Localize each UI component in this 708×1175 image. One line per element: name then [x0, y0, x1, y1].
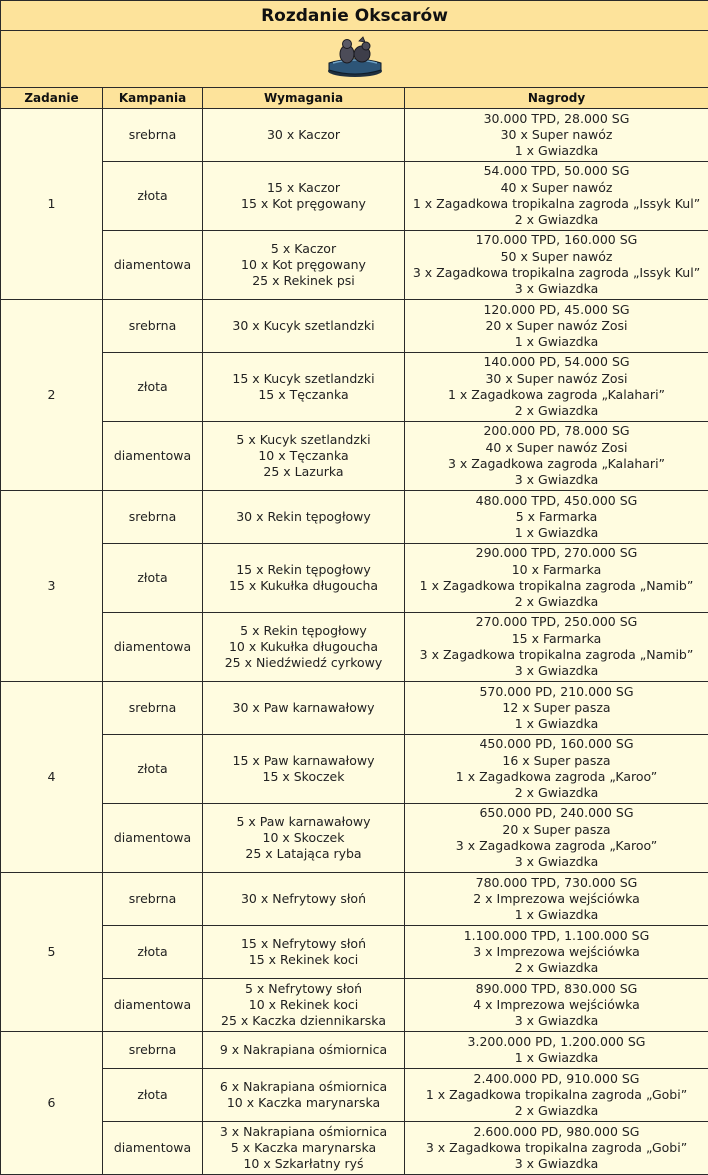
rewards-cell — [405, 422, 708, 491]
rewards-cell — [405, 491, 708, 544]
reward-line: 30 x Super nawóz Zosi — [485, 370, 628, 386]
reward-line: 1 x Gwiazdka — [514, 716, 599, 732]
requirement-line: 5 x Rekin tępogłowy — [240, 622, 367, 638]
requirement-line: 10 x Kukułka długoucha — [228, 638, 379, 654]
requirement-line: 15 x Rekinek koci — [248, 952, 359, 967]
requirement-line: 9 x Nakrapiana ośmiornica — [219, 1041, 388, 1057]
table-row — [1, 1032, 708, 1069]
reward-line: 120.000 PD, 45.000 SG — [483, 301, 630, 317]
campaign-cell: złota — [103, 735, 203, 804]
campaign-cell: złota — [103, 926, 203, 979]
table-row — [1, 231, 708, 300]
requirement-line: 5 x Kucyk szetlandzki — [236, 431, 371, 447]
reward-line: 1 x Zagadkowa zagroda „Karoo” — [455, 769, 658, 784]
campaign-cell: diamentowa — [103, 1122, 203, 1175]
oscar-statue-icon — [325, 35, 385, 83]
requirement-line: 25 x Latająca ryba — [245, 846, 362, 862]
requirement-line: 5 x Kaczor — [270, 240, 337, 256]
requirement-line: 25 x Niedźwiedź cyrkowy — [224, 655, 383, 671]
page-title: Rozdanie Okscarów — [1, 1, 708, 31]
reward-line: 3 x Imprezowa wejściówka — [473, 943, 640, 959]
reward-line: 570.000 PD, 210.000 SG — [479, 683, 634, 699]
reward-line: 20 x Super nawóz Zosi — [485, 317, 628, 333]
table-row — [1, 804, 708, 873]
reward-line: 270.000 TPD, 250.000 SG — [475, 614, 638, 630]
requirement-line: 6 x Nakrapiana ośmiornica — [219, 1078, 388, 1094]
requirement-line: 30 x Kucyk szetlandzki — [232, 317, 375, 333]
requirement-line: 15 x Nefrytowy słoń — [240, 935, 366, 951]
requirement-line: 25 x Kaczka dziennikarska — [221, 1013, 386, 1029]
campaign-cell: złota — [103, 1069, 203, 1122]
reward-line: 650.000 PD, 240.000 SG — [479, 805, 634, 821]
rewards-cell — [405, 1032, 708, 1069]
requirements-cell — [203, 491, 405, 544]
rewards-cell — [405, 300, 708, 353]
requirements-cell — [203, 162, 405, 231]
reward-line: 480.000 TPD, 450.000 SG — [475, 492, 638, 508]
table-row — [1, 422, 708, 491]
reward-line: 1 x Zagadkowa tropikalna zagroda „Issyk Kul” — [412, 196, 701, 211]
header-rewards: Nagrody — [405, 88, 708, 109]
reward-line: 3 x Zagadkowa tropikalna zagroda „Gobi” — [425, 1139, 688, 1155]
reward-line: 890.000 TPD, 830.000 SG — [475, 980, 638, 996]
requirement-line: 30 x Nefrytowy słoń — [240, 890, 366, 906]
table-row — [1, 873, 708, 926]
reward-line: 1 x Gwiazdka — [514, 1050, 599, 1065]
requirement-line: 15 x Kukułka długoucha — [228, 578, 379, 593]
requirement-line: 10 x Rekinek koci — [248, 996, 359, 1012]
campaign-cell: srebrna — [103, 682, 203, 735]
reward-line: 1 x Gwiazdka — [514, 525, 599, 541]
reward-line: 12 x Super pasza — [502, 699, 611, 715]
campaign-cell: srebrna — [103, 1032, 203, 1069]
reward-line: 54.000 TPD, 50.000 SG — [483, 163, 630, 179]
requirement-line: 15 x Kucyk szetlandzki — [232, 370, 375, 386]
rewards-cell — [405, 231, 708, 300]
rewards-cell — [405, 873, 708, 926]
requirements-cell — [203, 682, 405, 735]
requirements-cell — [203, 1069, 405, 1122]
reward-line: 1 x Gwiazdka — [514, 907, 599, 923]
table-row — [1, 544, 708, 613]
reward-line: 3 x Gwiazdka — [514, 281, 599, 297]
reward-line: 5 x Farmarka — [515, 508, 598, 524]
reward-line: 2.600.000 PD, 980.000 SG — [473, 1123, 640, 1139]
header-requirements: Wymagania — [203, 88, 405, 109]
campaign-cell: diamentowa — [103, 613, 203, 682]
reward-line: 1 x Zagadkowa tropikalna zagroda „Namib” — [419, 578, 694, 593]
rewards-cell — [405, 109, 708, 162]
reward-line: 3 x Gwiazdka — [514, 854, 599, 870]
campaign-cell: srebrna — [103, 300, 203, 353]
requirements-cell — [203, 1122, 405, 1175]
task-number: 6 — [1, 1032, 103, 1175]
table-row — [1, 979, 708, 1032]
requirements-cell — [203, 873, 405, 926]
rewards-cell — [405, 804, 708, 873]
rewards-cell — [405, 926, 708, 979]
requirement-line: 30 x Kaczor — [266, 126, 341, 142]
reward-line: 30.000 TPD, 28.000 SG — [483, 110, 630, 126]
table-row — [1, 300, 708, 353]
requirement-line: 10 x Szkarłatny ryś — [243, 1156, 364, 1172]
task-number: 3 — [1, 491, 103, 682]
rewards-cell — [405, 162, 708, 231]
table-row — [1, 109, 708, 162]
requirements-cell — [203, 613, 405, 682]
reward-line: 1 x Gwiazdka — [514, 334, 599, 350]
reward-line: 290.000 TPD, 270.000 SG — [475, 545, 638, 561]
requirements-cell — [203, 735, 405, 804]
table-row — [1, 1122, 708, 1175]
reward-line: 40 x Super nawóz Zosi — [485, 439, 628, 455]
reward-line: 2 x Gwiazdka — [514, 403, 599, 419]
requirement-line: 10 x Tęczanka — [258, 447, 349, 463]
table-row — [1, 491, 708, 544]
requirements-cell — [203, 804, 405, 873]
requirement-line: 15 x Kot pręgowany — [241, 196, 366, 211]
reward-line: 3 x Zagadkowa zagroda „Kalahari” — [447, 456, 666, 471]
requirement-line: 15 x Kaczor — [266, 179, 341, 195]
reward-line: 170.000 TPD, 160.000 SG — [475, 232, 638, 248]
reward-line: 3 x Zagadkowa tropikalna zagroda „Issyk Kul” — [412, 265, 701, 280]
campaign-cell: złota — [103, 162, 203, 231]
reward-line: 3 x Gwiazdka — [514, 472, 599, 488]
rewards-cell — [405, 1122, 708, 1175]
requirement-line: 15 x Rekin tępogłowy — [236, 561, 371, 577]
reward-line: 3 x Zagadkowa zagroda „Karoo” — [455, 838, 658, 853]
table-row — [1, 735, 708, 804]
reward-line: 50 x Super nawóz — [500, 248, 613, 264]
reward-line: 2 x Gwiazdka — [514, 785, 599, 801]
campaign-cell: diamentowa — [103, 231, 203, 300]
requirement-line: 5 x Kaczka marynarska — [230, 1139, 377, 1155]
rewards-cell — [405, 979, 708, 1032]
reward-line: 15 x Farmarka — [511, 630, 602, 646]
table-row — [1, 1069, 708, 1122]
campaign-cell: złota — [103, 353, 203, 422]
rewards-cell — [405, 1069, 708, 1122]
reward-line: 2 x Imprezowa wejściówka — [473, 890, 640, 906]
rewards-cell — [405, 682, 708, 735]
task-number: 2 — [1, 300, 103, 491]
reward-line: 20 x Super pasza — [502, 821, 611, 837]
requirements-cell — [203, 544, 405, 613]
reward-line: 1 x Zagadkowa zagroda „Kalahari” — [447, 387, 666, 402]
campaign-cell: srebrna — [103, 873, 203, 926]
banner — [1, 31, 708, 88]
reward-line: 780.000 TPD, 730.000 SG — [475, 874, 638, 890]
reward-line: 2 x Gwiazdka — [514, 594, 599, 610]
reward-line: 3 x Gwiazdka — [514, 1156, 599, 1172]
rewards-cell — [405, 735, 708, 804]
reward-line: 3 x Gwiazdka — [514, 663, 599, 679]
reward-line: 200.000 PD, 78.000 SG — [483, 423, 630, 439]
task-number: 1 — [1, 109, 103, 300]
rewards-cell — [405, 613, 708, 682]
requirement-line: 15 x Skoczek — [262, 769, 345, 784]
requirement-line: 10 x Kot pręgowany — [241, 256, 366, 272]
table-row — [1, 613, 708, 682]
table-row — [1, 162, 708, 231]
reward-line: 2 x Gwiazdka — [514, 212, 599, 228]
requirements-cell — [203, 353, 405, 422]
requirements-cell — [203, 109, 405, 162]
reward-line: 1 x Zagadkowa tropikalna zagroda „Gobi” — [425, 1086, 688, 1102]
task-number: 4 — [1, 682, 103, 873]
task-number: 5 — [1, 873, 103, 1032]
reward-line: 3 x Zagadkowa tropikalna zagroda „Namib” — [419, 647, 694, 662]
requirement-line: 3 x Nakrapiana ośmiornica — [219, 1123, 388, 1139]
requirement-line: 25 x Lazurka — [263, 464, 344, 480]
reward-line: 450.000 PD, 160.000 SG — [479, 736, 634, 752]
reward-line: 3 x Gwiazdka — [514, 1013, 599, 1029]
table-row — [1, 353, 708, 422]
reward-line: 2 x Gwiazdka — [514, 960, 599, 976]
campaign-cell: złota — [103, 544, 203, 613]
table-row — [1, 682, 708, 735]
table-row — [1, 926, 708, 979]
requirement-line: 15 x Tęczanka — [258, 387, 349, 402]
requirements-cell — [203, 300, 405, 353]
campaign-cell: diamentowa — [103, 422, 203, 491]
campaign-cell: srebrna — [103, 109, 203, 162]
requirement-line: 10 x Kaczka marynarska — [226, 1095, 381, 1110]
reward-line: 16 x Super pasza — [502, 752, 611, 768]
rewards-cell — [405, 544, 708, 613]
reward-line: 2 x Gwiazdka — [514, 1103, 599, 1119]
reward-line: 40 x Super nawóz — [500, 179, 613, 195]
reward-line: 2.400.000 PD, 910.000 SG — [473, 1070, 640, 1086]
requirement-line: 15 x Paw karnawałowy — [232, 752, 375, 768]
reward-line: 1 x Gwiazdka — [514, 143, 599, 159]
requirement-line: 5 x Nefrytowy słoń — [244, 980, 363, 996]
reward-line: 3.200.000 PD, 1.200.000 SG — [467, 1033, 646, 1049]
requirement-line: 10 x Skoczek — [262, 829, 345, 845]
requirement-line: 30 x Paw karnawałowy — [232, 699, 375, 715]
reward-line: 4 x Imprezowa wejściówka — [473, 996, 640, 1012]
requirements-cell — [203, 231, 405, 300]
campaign-cell: diamentowa — [103, 804, 203, 873]
header-task: Zadanie — [1, 88, 103, 109]
requirements-cell — [203, 1032, 405, 1069]
campaign-cell: srebrna — [103, 491, 203, 544]
requirements-cell — [203, 979, 405, 1032]
reward-line: 140.000 PD, 54.000 SG — [483, 354, 630, 370]
requirement-line: 30 x Rekin tępogłowy — [236, 508, 371, 524]
header-campaign: Kampania — [103, 88, 203, 109]
requirements-cell — [203, 926, 405, 979]
reward-line: 30 x Super nawóz — [500, 126, 613, 142]
requirement-line: 5 x Paw karnawałowy — [236, 813, 371, 829]
requirements-cell — [203, 422, 405, 491]
requirement-line: 25 x Rekinek psi — [252, 273, 355, 289]
campaign-cell: diamentowa — [103, 979, 203, 1032]
rewards-cell — [405, 353, 708, 422]
reward-line: 1.100.000 TPD, 1.100.000 SG — [463, 927, 650, 943]
reward-line: 10 x Farmarka — [511, 561, 602, 577]
